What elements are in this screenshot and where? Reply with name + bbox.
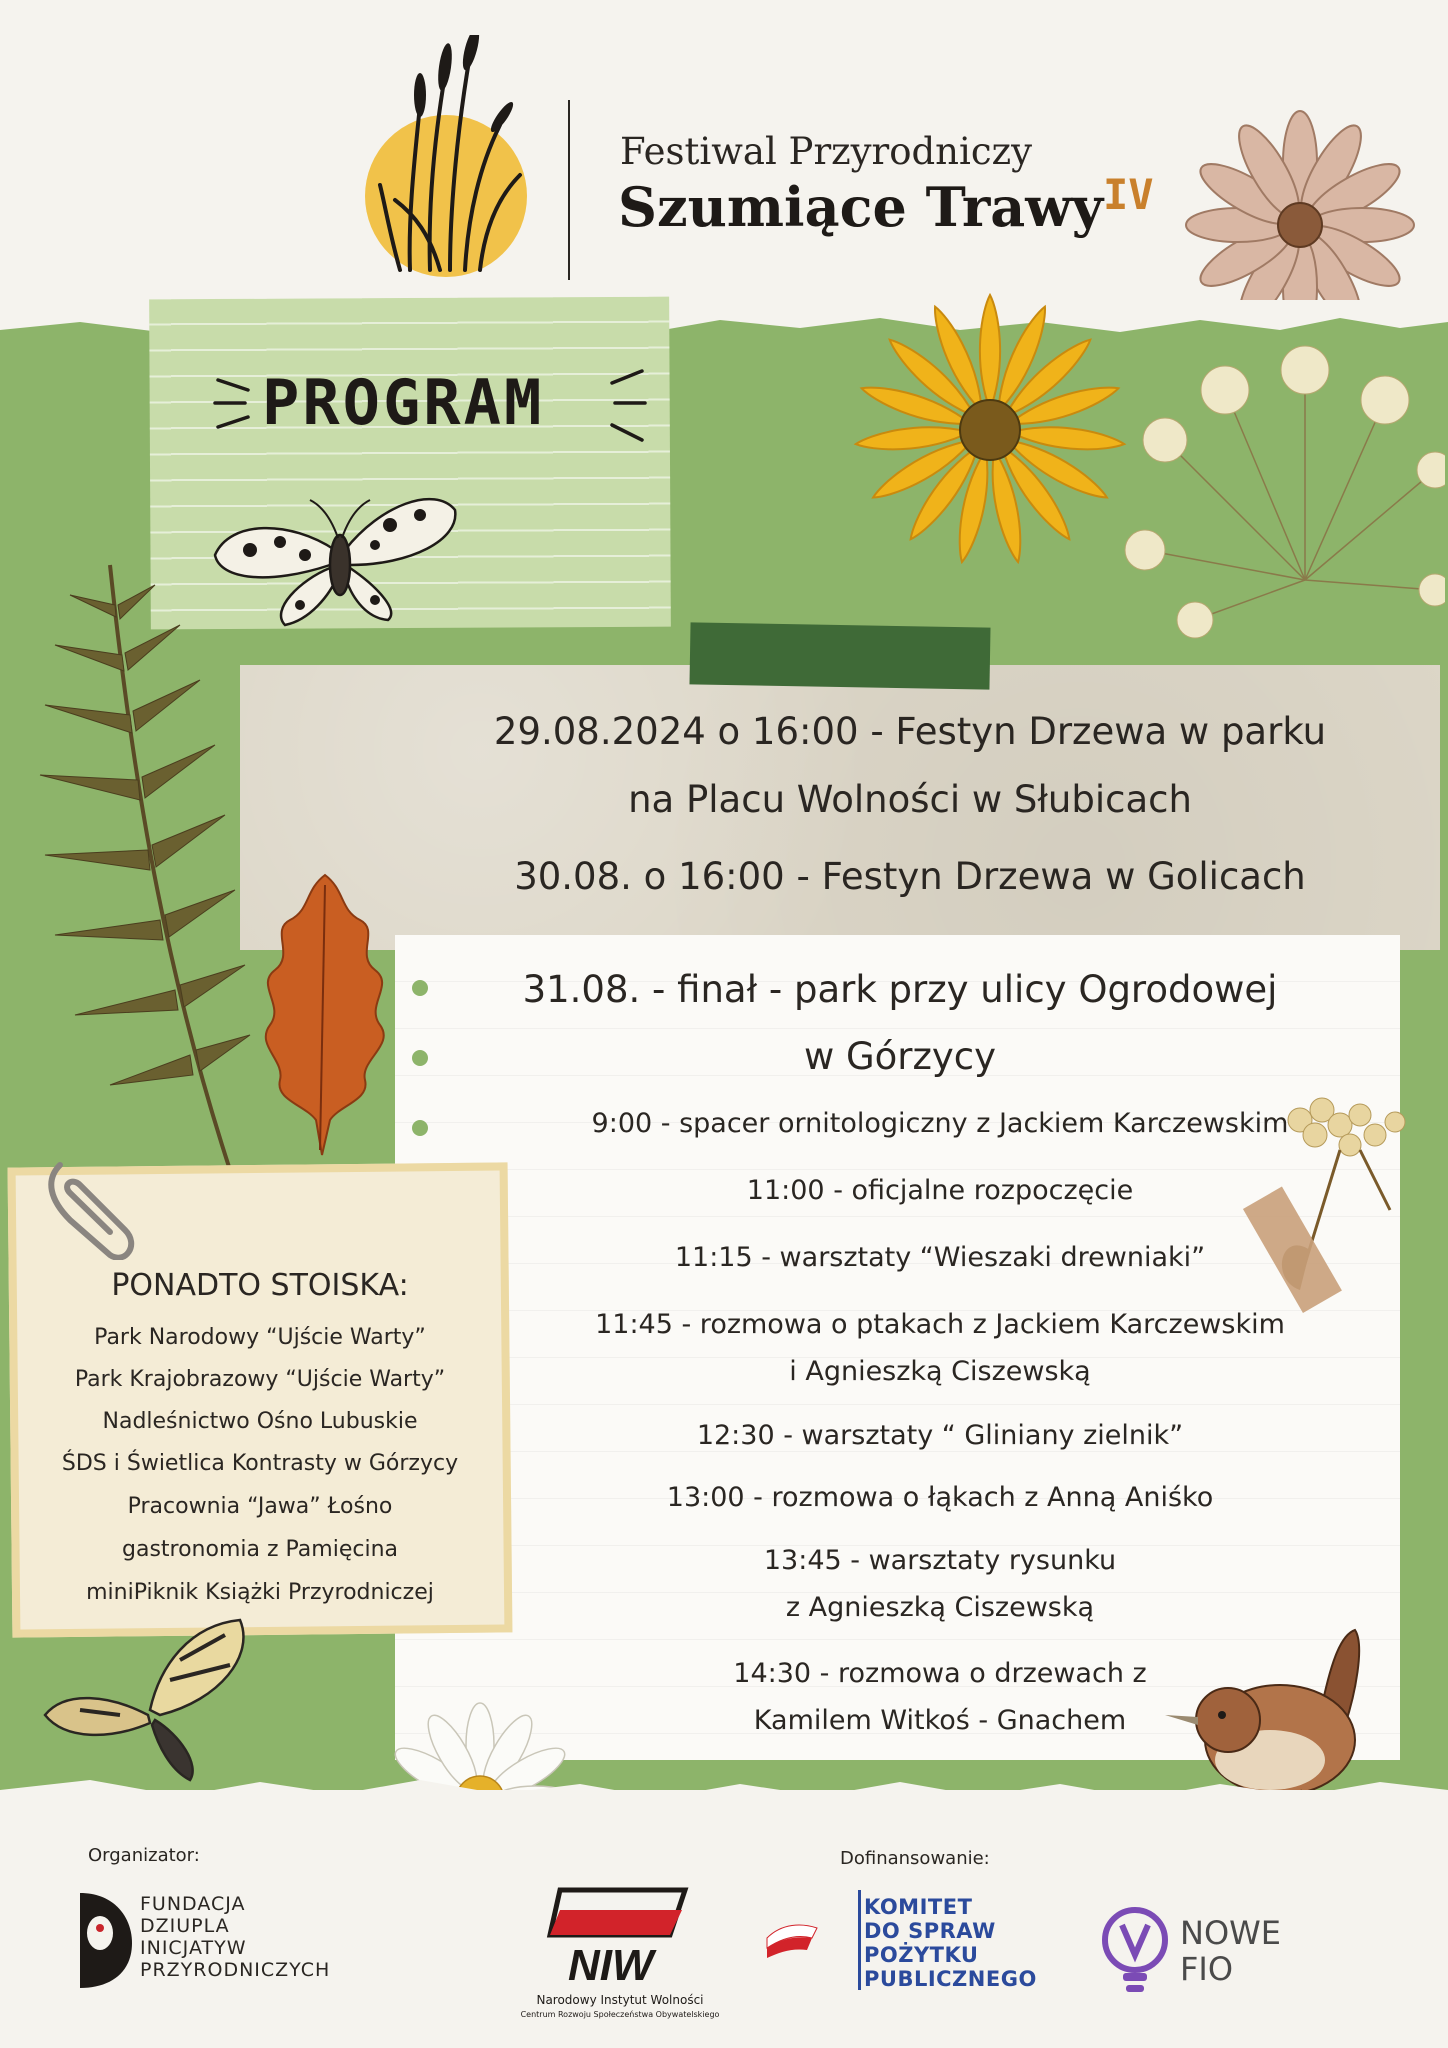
final-title-line2: w Górzycy <box>803 1035 997 1078</box>
stand-item: miniPiknik Książki Przyrodniczej <box>86 1580 434 1605</box>
fundacja-line: DZIUPLA <box>140 1915 230 1937</box>
grass-logo-icon <box>370 35 530 275</box>
stand-item: Park Narodowy “Ujście Warty” <box>94 1325 426 1350</box>
komitet-logo-text <box>864 1895 1037 1991</box>
program-title: PROGRAM <box>262 366 545 439</box>
komitet-line: PUBLICZNEGO <box>864 1967 1037 1991</box>
fundacja-line: INICJATYW <box>140 1937 247 1959</box>
festival-title: Szumiące Trawy <box>618 175 1104 239</box>
stand-item: gastronomia z Pamięcina <box>122 1537 398 1562</box>
niw-logo-icon <box>510 1880 710 1990</box>
paperclip-icon <box>40 1150 135 1260</box>
schedule-item: 9:00 - spacer ornitologiczny z Jackiem Karczewskim <box>591 1108 1289 1139</box>
schedule-item: z Agnieszką Ciszewską <box>785 1592 1095 1623</box>
niw-name: Narodowy Instytut Wolności <box>536 1993 704 2007</box>
event-festyn-slubice-line2: na Placu Wolności w Słubicach <box>628 778 1192 821</box>
stand-item: Pracownia “Jawa” Łośno <box>127 1494 393 1519</box>
lightbulb-logo-icon <box>1100 1905 1170 1995</box>
yellow-flower-icon <box>840 280 1140 580</box>
schedule-item: 11:00 - oficjalne rozpoczęcie <box>746 1175 1134 1206</box>
niw-subtitle: Centrum Rozwoju Społeczeństwa Obywatelskiego <box>520 2010 720 2019</box>
nowe-fio-logo-text <box>1180 1915 1281 1987</box>
stands-title: PONADTO STOISKA: <box>111 1268 409 1303</box>
final-title-line1: 31.08. - finał - park przy ulicy Ogrodowej <box>522 968 1278 1011</box>
green-tape <box>689 622 990 689</box>
edition-number: IV <box>1103 170 1154 219</box>
polish-flag-icon <box>762 1918 822 1960</box>
schedule-item: 13:45 - warsztaty rysunku <box>763 1545 1117 1576</box>
komitet-line: DO SPRAW <box>864 1919 996 1943</box>
funding-label: Dofinansowanie: <box>840 1848 990 1869</box>
festival-subtitle: Festiwal Przyrodniczy <box>620 130 1032 173</box>
stand-item: Nadleśnictwo Ośno Lubuskie <box>102 1409 418 1434</box>
paper-hole <box>412 1120 428 1136</box>
schedule-item: Kamilem Witkoś - Gnachem <box>753 1705 1127 1736</box>
schedule-item: 11:15 - warsztaty “Wieszaki drewniaki” <box>674 1242 1206 1273</box>
header-divider <box>568 100 570 280</box>
dried-yarrow-icon <box>1240 1080 1430 1320</box>
schedule-item: 12:30 - warsztaty “ Gliniany zielnik” <box>696 1420 1184 1451</box>
organizer-label: Organizator: <box>88 1845 200 1866</box>
fundacja-logo-text <box>140 1893 330 1981</box>
stand-item: Park Krajobrazowy “Ujście Warty” <box>74 1367 446 1392</box>
stand-item: ŚDS i Świetlica Kontrasty w Górzycy <box>61 1451 459 1476</box>
schedule-item: i Agnieszką Ciszewską <box>789 1356 1091 1387</box>
event-festyn-slubice-line1: 29.08.2024 o 16:00 - Festyn Drzewa w parku <box>493 710 1327 753</box>
komitet-line: KOMITET <box>864 1895 973 1919</box>
fio-line: NOWE <box>1180 1914 1281 1952</box>
komitet-divider <box>858 1890 861 1990</box>
fio-line: FIO <box>1180 1950 1234 1988</box>
fundacja-line: FUNDACJA <box>140 1893 246 1915</box>
fundacja-line: PRZYRODNICZYCH <box>140 1959 331 1981</box>
oak-leaf-icon <box>250 870 400 1160</box>
schedule-item: 13:00 - rozmowa o łąkach z Anną Aniśko <box>666 1482 1214 1513</box>
niw-logo-text: NIW <box>568 1941 654 1990</box>
schedule-item: 14:30 - rozmowa o drzewach z <box>733 1658 1147 1689</box>
komitet-line: POŻYTKU <box>864 1943 979 1967</box>
schedule-item: 11:45 - rozmowa o ptakach z Jackiem Karczewskim <box>595 1309 1285 1340</box>
woodpecker-logo-icon <box>70 1888 138 1993</box>
event-festyn-golice: 30.08. o 16:00 - Festyn Drzewa w Golicach <box>514 855 1306 898</box>
fern-leaf-icon <box>30 555 260 1175</box>
wildflower-umbel-icon <box>1105 320 1445 650</box>
